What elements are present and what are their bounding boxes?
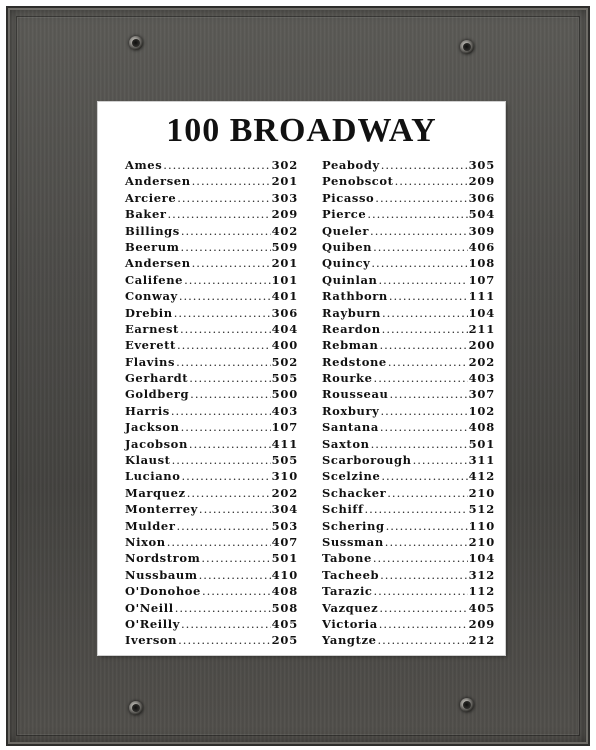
- directory-entry: [322, 486, 495, 502]
- tenant-name: Quinlan: [322, 272, 378, 287]
- directory-entry: [322, 420, 495, 436]
- directory-entry: [322, 519, 495, 535]
- tenant-name: Reardon: [322, 321, 381, 336]
- suite-number: 512: [468, 502, 495, 517]
- dot-leader: [181, 240, 271, 254]
- dot-leader: [373, 240, 468, 254]
- directory-entry: [125, 437, 298, 453]
- tenant-name: Victoria: [322, 616, 378, 631]
- directory-entry: [125, 584, 298, 600]
- suite-number: 101: [271, 272, 298, 287]
- tenant-name: Vazquez: [322, 600, 379, 615]
- dot-leader: [382, 322, 468, 336]
- dot-leader: [374, 584, 468, 598]
- suite-number: 408: [468, 420, 495, 435]
- dot-leader: [167, 535, 271, 549]
- directory-entry: [322, 617, 495, 633]
- suite-number: 102: [468, 403, 495, 418]
- tenant-name: Rebman: [322, 338, 379, 353]
- directory-entry: [125, 601, 298, 617]
- suite-number: 107: [271, 420, 298, 435]
- suite-number: 200: [468, 338, 495, 353]
- directory-entry: [322, 469, 495, 485]
- directory-entry: [125, 551, 298, 567]
- dot-leader: [172, 453, 271, 467]
- dot-leader: [168, 207, 271, 221]
- directory-entry: [125, 240, 298, 256]
- directory-entry: [322, 289, 495, 305]
- suite-number: 500: [271, 387, 298, 402]
- suite-number: 304: [271, 502, 298, 517]
- suite-number: 309: [468, 223, 495, 238]
- tenant-name: Monterrey: [125, 502, 198, 517]
- suite-number: 508: [271, 600, 298, 615]
- tenant-name: Nordstrom: [125, 551, 201, 566]
- directory-entry: [322, 240, 495, 256]
- suite-number: 405: [271, 616, 298, 631]
- suite-number: 302: [271, 158, 298, 172]
- dot-leader: [202, 584, 271, 598]
- directory-entry: [322, 584, 495, 600]
- tenant-name: Drebin: [125, 305, 173, 320]
- directory-entry: [125, 617, 298, 633]
- suite-number: 111: [468, 289, 495, 304]
- directory-entry: [125, 469, 298, 485]
- dot-leader: [184, 273, 271, 287]
- tenant-name: Flavins: [125, 354, 176, 369]
- dot-leader: [181, 617, 271, 631]
- dot-leader: [374, 371, 468, 385]
- dot-leader: [189, 437, 271, 451]
- directory-entry: [322, 158, 495, 174]
- suite-number: 403: [271, 403, 298, 418]
- suite-number: 403: [468, 371, 495, 386]
- directory-entry: [322, 338, 495, 354]
- tenant-name: Nussbaum: [125, 567, 198, 582]
- directory-entry: [125, 633, 298, 649]
- tenant-name: O'Neill: [125, 600, 174, 615]
- suite-number: 406: [468, 239, 495, 254]
- directory-entry: [125, 273, 298, 289]
- suite-number: 107: [468, 272, 495, 287]
- suite-number: 211: [468, 321, 495, 336]
- suite-number: 202: [468, 354, 495, 369]
- directory-entry: [125, 519, 298, 535]
- directory-entry: [125, 289, 298, 305]
- tenant-name: Billings: [125, 223, 180, 238]
- dot-leader: [379, 617, 468, 631]
- tenant-name: Quiben: [322, 239, 373, 254]
- dot-leader: [380, 338, 468, 352]
- tenant-name: Nixon: [125, 534, 166, 549]
- suite-number: 306: [271, 305, 298, 320]
- dot-leader: [367, 207, 467, 221]
- suite-number: 306: [468, 190, 495, 205]
- tenant-name: Scarborough: [322, 453, 412, 468]
- suite-number: 110: [468, 518, 495, 533]
- directory-entry: [125, 256, 298, 272]
- directory-entry: [125, 387, 298, 403]
- dot-leader: [180, 322, 271, 336]
- tenant-name: Tacheeb: [322, 567, 380, 582]
- tenant-name: Santana: [322, 420, 379, 435]
- tenant-name: Everett: [125, 338, 176, 353]
- suite-number: 209: [271, 207, 298, 222]
- tenant-name: Marquez: [125, 485, 186, 500]
- dot-leader: [386, 519, 468, 533]
- directory-entry: [125, 535, 298, 551]
- dot-leader: [181, 420, 271, 434]
- suite-number: 408: [271, 584, 298, 599]
- tenant-name: Schiff: [322, 502, 364, 517]
- dot-leader: [182, 469, 271, 483]
- directory-entry: [322, 273, 495, 289]
- dot-leader: [382, 306, 468, 320]
- directory-entry: [125, 371, 298, 387]
- tenant-name: Rathborn: [322, 289, 388, 304]
- dot-leader: [190, 387, 270, 401]
- dot-leader: [178, 633, 270, 647]
- directory-entry: [125, 191, 298, 207]
- dot-leader: [179, 289, 271, 303]
- dot-leader: [177, 338, 271, 352]
- tenant-name: Jackson: [125, 420, 180, 435]
- directory-card: [98, 102, 505, 655]
- suite-number: 411: [271, 436, 298, 451]
- dot-leader: [371, 256, 467, 270]
- tenant-name: Baker: [125, 207, 167, 222]
- directory-entry: [322, 207, 495, 223]
- metal-plaque: [6, 6, 590, 746]
- dot-leader: [375, 191, 467, 205]
- suite-number: 305: [468, 158, 495, 172]
- screw-bottom-right-icon: [460, 698, 474, 712]
- dot-leader: [388, 355, 468, 369]
- tenant-name: Califene: [125, 272, 184, 287]
- tenant-name: Klaust: [125, 453, 171, 468]
- dot-leader: [380, 568, 467, 582]
- directory-entry: [125, 568, 298, 584]
- tenant-name: Andersen: [125, 256, 191, 271]
- suite-number: 501: [271, 551, 298, 566]
- dot-leader: [199, 568, 271, 582]
- directory-entry: [125, 306, 298, 322]
- dot-leader: [385, 535, 468, 549]
- tenant-name: Rayburn: [322, 305, 381, 320]
- suite-number: 303: [271, 190, 298, 205]
- tenant-name: Tarazic: [322, 584, 373, 599]
- tenant-name: O'Reilly: [125, 616, 181, 631]
- suite-number: 412: [468, 469, 495, 484]
- directory-entry: [322, 174, 495, 190]
- tenant-name: Quincy: [322, 256, 371, 271]
- suite-number: 503: [271, 518, 298, 533]
- directory-entry: [322, 601, 495, 617]
- directory-entry: [125, 224, 298, 240]
- tenant-name: Penobscot: [322, 174, 394, 189]
- dot-leader: [192, 256, 271, 270]
- dot-leader: [387, 486, 467, 500]
- directory-entry: [322, 437, 495, 453]
- tenant-name: Picasso: [322, 190, 375, 205]
- directory-entry: [125, 502, 298, 518]
- tenant-name: Yangtze: [322, 633, 377, 648]
- directory-entry: [125, 174, 298, 190]
- suite-number: 201: [271, 174, 298, 189]
- tenant-name: Arciere: [125, 190, 177, 205]
- tenant-name: Redstone: [322, 354, 387, 369]
- suite-number: 400: [271, 338, 298, 353]
- dot-leader: [370, 224, 468, 238]
- dot-leader: [181, 224, 271, 238]
- dot-leader: [380, 420, 468, 434]
- dot-leader: [192, 174, 271, 188]
- tenant-name: O'Donohoe: [125, 584, 201, 599]
- directory-entry: [322, 355, 495, 371]
- suite-number: 410: [271, 567, 298, 582]
- tenant-name: Beerum: [125, 239, 180, 254]
- tenant-name: Harris: [125, 403, 170, 418]
- suite-number: 209: [468, 616, 495, 631]
- dot-leader: [378, 633, 468, 647]
- tenant-name: Iverson: [125, 633, 178, 648]
- dot-leader: [176, 355, 271, 369]
- directory-entry: [322, 551, 495, 567]
- tenant-name: Mulder: [125, 518, 176, 533]
- suite-number: 201: [271, 256, 298, 271]
- suite-number: 501: [468, 436, 495, 451]
- directory-entry: [125, 453, 298, 469]
- dot-leader: [395, 174, 468, 188]
- dot-leader: [177, 191, 270, 205]
- dot-leader: [379, 273, 468, 287]
- directory-entry: [125, 355, 298, 371]
- suite-number: 212: [468, 633, 495, 648]
- dot-leader: [373, 551, 468, 565]
- suite-number: 112: [468, 584, 495, 599]
- suite-number: 310: [271, 469, 298, 484]
- suite-number: 108: [468, 256, 495, 271]
- dot-leader: [199, 502, 271, 516]
- dot-leader: [365, 502, 468, 516]
- directory-entry: [125, 486, 298, 502]
- directory-entry: [322, 371, 495, 387]
- directory-title: 100 BROADWAY: [166, 112, 437, 149]
- suite-number: 402: [271, 223, 298, 238]
- suite-number: 407: [271, 534, 298, 549]
- directory-column-left: [125, 158, 298, 650]
- tenant-name: Rourke: [322, 371, 373, 386]
- directory-entry: [322, 256, 495, 272]
- tenant-name: Schering: [322, 518, 385, 533]
- suite-number: 104: [468, 551, 495, 566]
- tenant-name: Goldberg: [125, 387, 190, 402]
- dot-leader: [389, 387, 467, 401]
- suite-number: 405: [468, 600, 495, 615]
- dot-leader: [174, 306, 271, 320]
- directory-entry: [322, 535, 495, 551]
- screw-top-left-icon: [129, 36, 143, 50]
- directory-entry: [125, 338, 298, 354]
- dot-leader: [201, 551, 270, 565]
- dot-leader: [187, 486, 271, 500]
- suite-number: 205: [271, 633, 298, 648]
- dot-leader: [379, 601, 467, 615]
- dot-leader: [171, 404, 271, 418]
- dot-leader: [189, 371, 270, 385]
- tenant-name: Tabone: [322, 551, 372, 566]
- dot-leader: [176, 519, 270, 533]
- suite-number: 505: [271, 371, 298, 386]
- directory-entry: [322, 306, 495, 322]
- directory-entry: [125, 404, 298, 420]
- suite-number: 504: [468, 207, 495, 222]
- directory-entry: [322, 224, 495, 240]
- suite-number: 404: [271, 321, 298, 336]
- suite-number: 401: [271, 289, 298, 304]
- suite-number: 210: [468, 485, 495, 500]
- tenant-name: Schacker: [322, 485, 387, 500]
- directory-column-right: [322, 158, 495, 650]
- tenant-name: Luciano: [125, 469, 181, 484]
- suite-number: 209: [468, 174, 495, 189]
- tenant-name: Sussman: [322, 534, 384, 549]
- tenant-name: Andersen: [125, 174, 191, 189]
- directory-entry: [322, 404, 495, 420]
- directory-entry: [125, 420, 298, 436]
- suite-number: 502: [271, 354, 298, 369]
- directory-entry: [322, 387, 495, 403]
- directory-entry: [125, 322, 298, 338]
- directory-entry: [322, 322, 495, 338]
- tenant-name: Saxton: [322, 436, 370, 451]
- suite-number: 210: [468, 534, 495, 549]
- tenant-name: Queler: [322, 223, 370, 238]
- screw-bottom-left-icon: [129, 701, 143, 715]
- tenant-name: Earnest: [125, 321, 179, 336]
- dot-leader: [380, 404, 467, 418]
- directory-entry: [322, 191, 495, 207]
- directory-entry: [322, 502, 495, 518]
- tenant-name: Scelzine: [322, 469, 381, 484]
- suite-number: 312: [468, 567, 495, 582]
- dot-leader: [163, 158, 270, 172]
- dot-leader: [175, 601, 271, 615]
- tenant-name: Ames: [125, 158, 163, 172]
- tenant-name: Peabody: [322, 158, 380, 172]
- dot-leader: [413, 453, 468, 467]
- suite-number: 311: [468, 453, 495, 468]
- suite-number: 509: [271, 239, 298, 254]
- screw-top-right-icon: [460, 40, 474, 54]
- dot-leader: [371, 437, 468, 451]
- directory-entry: [322, 453, 495, 469]
- tenant-name: Gerhardt: [125, 371, 189, 386]
- directory-entry: [125, 158, 298, 174]
- directory-entry: [125, 207, 298, 223]
- tenant-name: Pierce: [322, 207, 367, 222]
- suite-number: 202: [271, 485, 298, 500]
- tenant-name: Jacobson: [125, 436, 188, 451]
- suite-number: 104: [468, 305, 495, 320]
- suite-number: 505: [271, 453, 298, 468]
- dot-leader: [381, 469, 467, 483]
- directory-entry: [322, 633, 495, 649]
- tenant-name: Roxbury: [322, 403, 380, 418]
- directory-entry: [322, 568, 495, 584]
- suite-number: 307: [468, 387, 495, 402]
- tenant-name: Conway: [125, 289, 178, 304]
- dot-leader: [381, 158, 468, 172]
- tenant-name: Rousseau: [322, 387, 389, 402]
- dot-leader: [389, 289, 468, 303]
